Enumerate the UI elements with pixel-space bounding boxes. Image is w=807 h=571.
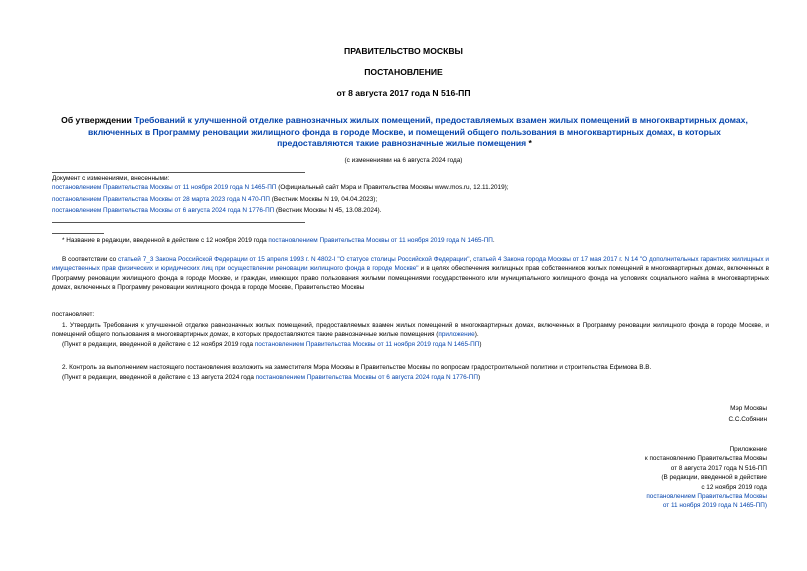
footnote-link[interactable]: постановлением Правительства Москвы от 11 ноября 2019 года N 1465-ПП: [268, 237, 493, 244]
appendix-link[interactable]: постановлением Правительства Москвы: [646, 493, 767, 501]
footnote-end: .: [492, 237, 495, 244]
footnote-rule: [52, 233, 104, 234]
title-suffix: *: [526, 138, 532, 148]
change-source: (Вестник Москвы N 19, 04.04.2023);: [270, 195, 378, 203]
decides-label: постановляет:: [52, 311, 95, 318]
appendix-line: к постановлению Правительства Москвы: [644, 455, 767, 463]
clause-2-note: [62, 373, 480, 382]
footnote: [62, 236, 762, 245]
change-link[interactable]: постановлением Правительства Москвы от 6 августа 2024 года N 1776-ПП: [52, 207, 275, 215]
preamble-text: и в целях обеспечения жилищных прав собственников жилых помещений в многоквартирных домах, включенных в Программу реновации жилищного фонда в городе Москве, и граждан, имеющих право пользования жилыми помещениями государственного или муниципального жилищного фонда на условиях социального найма в многоквартирных домах, включенных в Программу реновации жилищного фонда в городе Москве, Правительство Москвы: [52, 265, 769, 292]
title-prefix: Об утверждении: [61, 115, 135, 125]
appendix-link[interactable]: от 11 ноября 2019 года N 1465-ПП): [662, 502, 767, 510]
clause-2: [62, 363, 769, 372]
change-source: (Официальный сайт Мэра и Правительства Москвы www.mos.ru, 12.11.2019);: [276, 184, 509, 192]
clause-1: [52, 321, 769, 340]
changes-bottom-rule: [52, 222, 305, 223]
clause-text: 1. Утвердить Требования к улучшенной отделке равнозначных жилых помещений, предоставляемых взамен жилых помещений в многоквартирных домах, включенных в Программу реновации жилищного фонда в городе Москве, и помещений общего пользования в многоквартирных домах, в которых предоставляются такие равнозначные жилые помещения (: [52, 322, 769, 339]
change-item: [52, 183, 752, 192]
title-link[interactable]: Требований к улучшенной отделке равнозначных жилых помещений, предоставляемых взамен жилых помещений в многоквартирных домах, включенных в Программу реновации жилищного фонда в городе Москве, и помещений общего пользования в многоквартирных домах, в которых предоставляются такие равнозначные жилые помещения: [88, 115, 748, 148]
preamble-moscow-law-link[interactable]: статьей 4 Закона города Москвы от 17 мая 2017 г. N 14 "О дополнительных гарантиях жилищных и имущественных прав физических и юридических лиц при осуществлении реновации жилищного фонда в городе Москве": [52, 256, 769, 273]
note-end: ): [479, 341, 482, 348]
clause-1-note: [62, 340, 481, 349]
change-source: (Вестник Москвы N 45, 13.08.2024).: [274, 207, 382, 215]
change-item: [52, 195, 752, 204]
changes-box: [52, 174, 752, 216]
note-link[interactable]: постановлением Правительства Москвы от 6 августа 2024 года N 1776-ПП: [255, 374, 478, 381]
preamble: [52, 255, 769, 293]
note-text: (Пункт в редакции, введенной в действие с 12 ноября 2019 года: [62, 341, 255, 348]
revision-note: (с изменениями на 6 августа 2024 года): [344, 157, 463, 164]
document-type: ПОСТАНОВЛЕНИЕ: [364, 67, 443, 77]
document-date-number: от 8 августа 2017 года N 516-ПП: [336, 88, 471, 98]
footnote-text: * Название в редакции, введенной в действие с 12 ноября 2019 года: [62, 237, 269, 244]
appendix-link[interactable]: приложение: [438, 331, 475, 339]
preamble-text: ,: [469, 256, 474, 263]
signature-position: Мэр Москвы: [730, 405, 767, 412]
government-title: ПРАВИТЕЛЬСТВО МОСКВЫ: [344, 46, 463, 56]
preamble-law-link[interactable]: статьей 7_3 Закона Российской Федерации от 15 апреля 1993 г. N 4802-I "О статусе столицы Российской Федерации": [118, 256, 470, 263]
document-title: [52, 115, 757, 150]
clause-end: ).: [474, 331, 479, 339]
note-link[interactable]: постановлением Правительства Москвы от 11 ноября 2019 года N 1465-ПП: [254, 341, 480, 348]
signature-name: С.С.Собянин: [728, 416, 767, 423]
appendix-line: с 12 ноября 2019 года: [701, 483, 767, 491]
appendix-line: от 8 августа 2017 года N 516-ПП: [670, 464, 767, 472]
change-link[interactable]: постановлением Правительства Москвы от 11 ноября 2019 года N 1465-ПП: [52, 184, 277, 192]
clause-text: 2. Контроль за выполнением настоящего постановления возложить на заместителя Мэра Москвы в Правительстве Москвы по вопросам градостроительной политики и строительства Ефимова В.В.: [62, 364, 652, 371]
changes-top-rule: [52, 172, 305, 173]
change-item: [52, 206, 752, 215]
note-end: ): [477, 374, 481, 381]
appendix-line: Приложение: [729, 446, 767, 453]
appendix-line: (В редакции, введенной в действие: [661, 474, 767, 482]
preamble-text: В соответствии со: [62, 256, 119, 263]
change-link[interactable]: постановлением Правительства Москвы от 28 марта 2023 года N 470-ПП: [52, 195, 271, 203]
note-text: (Пункт в редакции, введенной в действие с 13 августа 2024 года: [62, 374, 256, 381]
appendix-header: [507, 445, 767, 511]
changes-heading: Документ с изменениями, внесенными:: [52, 175, 170, 182]
